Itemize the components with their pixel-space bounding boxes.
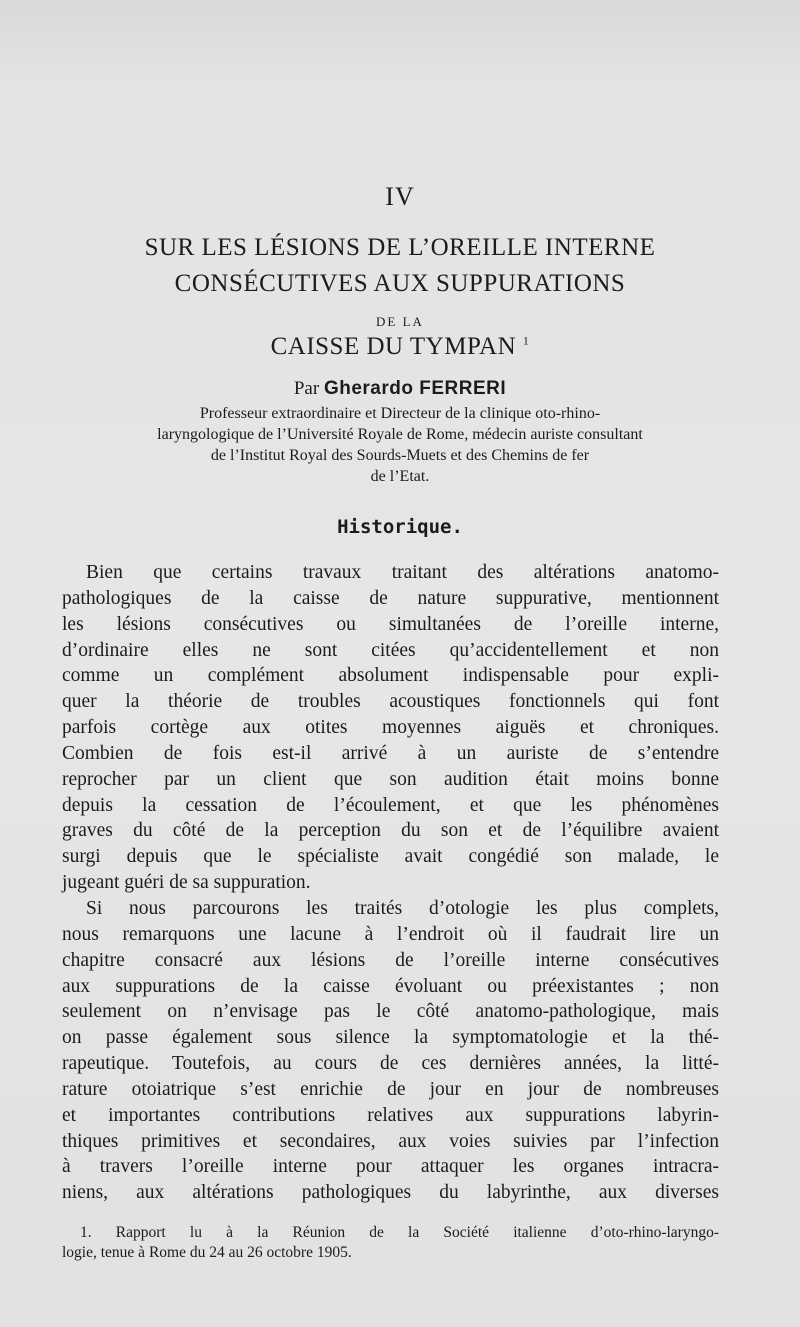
- body-line: graves du côté de la perception du son et de l’équilibre avaient: [62, 820, 719, 842]
- chapter-title-text: CAISSE DU TYMPAN: [270, 333, 517, 360]
- footnote-line: logie, tenue à Rome du 24 au 26 octobre 1905.: [62, 1244, 352, 1261]
- affiliation-line-3: de l’Institut Royal des Sourds-Muets et des Chemins de fer: [210, 447, 590, 464]
- author-byline: [0, 378, 800, 400]
- footnote: [62, 1223, 719, 1263]
- body-line: comme un complément absolument indispensable pour expli-: [62, 665, 719, 687]
- body-line: d’ordinaire elles ne sont citées qu’accidentellement et non: [62, 639, 719, 661]
- body-line: Combien de fois est-il arrivé à un auriste de s’entendre: [62, 742, 719, 764]
- body-line: on passe également sous silence la symptomatologie et la thé-: [62, 1027, 719, 1049]
- author-name: Gherardo FERRERI: [323, 378, 507, 399]
- body-line: thiques primitives et secondaires, aux voies suivies par l’infection: [62, 1130, 719, 1152]
- body-line: seulement on n’envisage pas le côté anatomo-pathologique, mais: [62, 1001, 719, 1023]
- body-line: Si nous parcourons les traités d’otologie les plus complets,: [86, 897, 719, 919]
- body-line: niens, aux altérations pathologiques du labyrinthe, aux diverses: [62, 1182, 719, 1204]
- body-line: rapeutique. Toutefois, au cours de ces dernières années, la litté-: [62, 1053, 719, 1075]
- body-line: depuis la cessation de l’écoulement, et que les phénomènes: [62, 794, 719, 816]
- footnote-line: 1. Rapport lu à la Réunion de la Société italienne d’oto-rhino-laryngo-: [80, 1224, 719, 1241]
- body-line: reprocher par un client que son audition était moins bonne: [62, 768, 719, 790]
- section-title: Historique.: [337, 516, 463, 538]
- author-prefix: Par: [293, 378, 320, 399]
- body-line: quer la théorie de troubles acoustiques fonctionnels qui font: [62, 691, 719, 713]
- chapter-number: IV: [385, 182, 415, 211]
- body-line: jugeant guéri de sa suppuration.: [62, 872, 311, 894]
- footnote-marker: 1: [522, 333, 530, 348]
- affiliation-line-2: laryngologique de l’Université Royale de Rome, médecin auriste consultant: [157, 426, 643, 443]
- body-line: et importantes contributions relatives aux suppurations labyrin-: [62, 1104, 719, 1126]
- body-line: les lésions consécutives ou simultanées de l’oreille interne,: [62, 613, 719, 635]
- body-line: rature otoiatrique s’est enrichie de jour en jour de nombreuses: [62, 1078, 719, 1100]
- chapter-title-line-3: DE LA: [376, 314, 424, 329]
- chapter-title-line-2: CONSÉCUTIVES AUX SUPPURATIONS: [174, 270, 626, 297]
- body-text: [62, 560, 719, 1206]
- body-line: chapitre consacré aux lésions de l’oreille interne consécutives: [62, 949, 719, 971]
- body-line: nous remarquons une lacune à l’endroit où il faudrait lire un: [62, 923, 719, 945]
- body-line: aux suppurations de la caisse évoluant ou préexistantes ; non: [62, 975, 719, 997]
- body-line: Bien que certains travaux traitant des altérations anatomo-: [86, 562, 719, 583]
- affiliation-line-1: Professeur extraordinaire et Directeur de la clinique oto-rhino-: [199, 405, 601, 422]
- body-line: pathologiques de la caisse de nature suppurative, mentionnent: [62, 587, 719, 609]
- body-line: parfois cortège aux otites moyennes aiguës et chroniques.: [62, 717, 719, 739]
- body-line: à travers l’oreille interne pour attaquer les organes intracra-: [62, 1156, 719, 1178]
- body-line: surgi depuis que le spécialiste avait congédié son malade, le: [62, 846, 719, 868]
- chapter-title-line-1: SUR LES LÉSIONS DE L’OREILLE INTERNE: [144, 234, 656, 261]
- chapter-title-line-4: [0, 333, 800, 361]
- affiliation-line-4: de l’Etat.: [370, 468, 430, 485]
